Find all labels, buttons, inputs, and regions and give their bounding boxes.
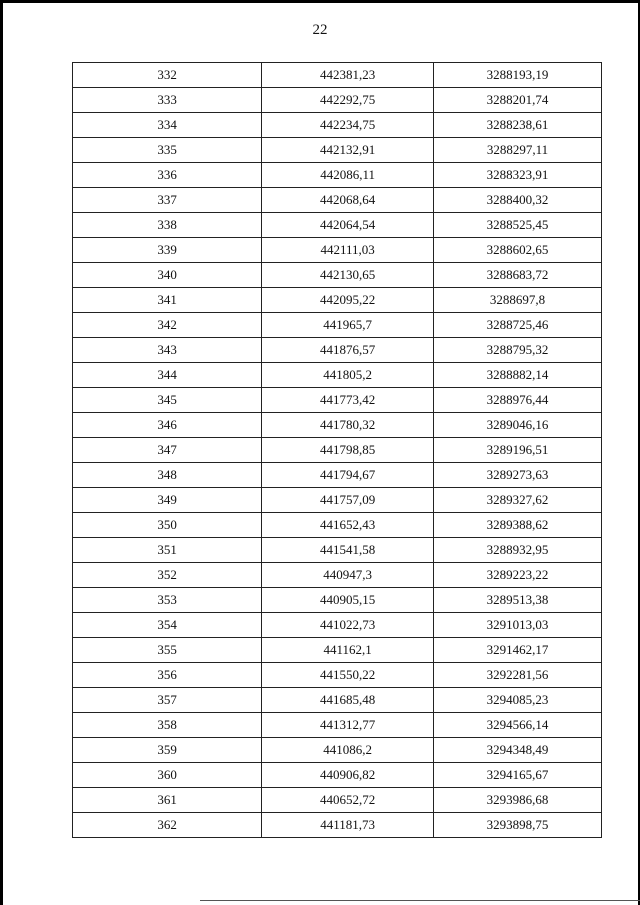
y-coordinate-cell: 3288795,32 <box>434 338 602 363</box>
table-row <box>73 488 602 513</box>
point-number-cell: 336 <box>73 163 262 188</box>
table-row <box>73 238 602 263</box>
page-number: 22 <box>312 22 328 38</box>
x-coordinate-cell: 441805,2 <box>262 363 434 388</box>
point-number-cell: 349 <box>73 488 262 513</box>
x-coordinate-cell: 441181,73 <box>262 813 434 838</box>
point-number-cell: 340 <box>73 263 262 288</box>
point-number-cell: 341 <box>73 288 262 313</box>
x-coordinate-cell: 440652,72 <box>262 788 434 813</box>
point-number-cell: 345 <box>73 388 262 413</box>
y-coordinate-cell: 3292281,56 <box>434 663 602 688</box>
point-number-cell: 351 <box>73 538 262 563</box>
table-row <box>73 138 602 163</box>
table-row <box>73 188 602 213</box>
y-coordinate-cell: 3293986,68 <box>434 788 602 813</box>
x-coordinate-cell: 440906,82 <box>262 763 434 788</box>
y-coordinate-cell: 3289513,38 <box>434 588 602 613</box>
x-coordinate-cell: 441550,22 <box>262 663 434 688</box>
y-coordinate-cell: 3294165,67 <box>434 763 602 788</box>
table-row <box>73 213 602 238</box>
x-coordinate-cell: 441162,1 <box>262 638 434 663</box>
x-coordinate-cell: 442381,23 <box>262 63 434 88</box>
y-coordinate-cell: 3294348,49 <box>434 738 602 763</box>
point-number-cell: 348 <box>73 463 262 488</box>
point-number-cell: 353 <box>73 588 262 613</box>
point-number-cell: 360 <box>73 763 262 788</box>
table-row <box>73 338 602 363</box>
y-coordinate-cell: 3294566,14 <box>434 713 602 738</box>
table-row <box>73 513 602 538</box>
table-row <box>73 263 602 288</box>
table-row <box>73 638 602 663</box>
x-coordinate-cell: 442130,65 <box>262 263 434 288</box>
x-coordinate-cell: 442064,54 <box>262 213 434 238</box>
point-number-cell: 333 <box>73 88 262 113</box>
table-row <box>73 288 602 313</box>
table-row <box>73 438 602 463</box>
y-coordinate-cell: 3288697,8 <box>434 288 602 313</box>
x-coordinate-cell: 440905,15 <box>262 588 434 613</box>
y-coordinate-cell: 3289273,63 <box>434 463 602 488</box>
y-coordinate-cell: 3289327,62 <box>434 488 602 513</box>
x-coordinate-cell: 442132,91 <box>262 138 434 163</box>
table-row <box>73 688 602 713</box>
x-coordinate-cell: 441086,2 <box>262 738 434 763</box>
y-coordinate-cell: 3288193,19 <box>434 63 602 88</box>
table-row <box>73 88 602 113</box>
point-number-cell: 338 <box>73 213 262 238</box>
page-border-bottom <box>200 900 640 901</box>
point-number-cell: 355 <box>73 638 262 663</box>
x-coordinate-cell: 441798,85 <box>262 438 434 463</box>
x-coordinate-cell: 440947,3 <box>262 563 434 588</box>
y-coordinate-cell: 3288602,65 <box>434 238 602 263</box>
y-coordinate-cell: 3289223,22 <box>434 563 602 588</box>
point-number-cell: 361 <box>73 788 262 813</box>
table-row <box>73 538 602 563</box>
point-number-cell: 356 <box>73 663 262 688</box>
x-coordinate-cell: 442095,22 <box>262 288 434 313</box>
y-coordinate-cell: 3288297,11 <box>434 138 602 163</box>
table-row <box>73 163 602 188</box>
x-coordinate-cell: 441965,7 <box>262 313 434 338</box>
y-coordinate-cell: 3288525,45 <box>434 213 602 238</box>
x-coordinate-cell: 442234,75 <box>262 113 434 138</box>
y-coordinate-cell: 3288683,72 <box>434 263 602 288</box>
y-coordinate-cell: 3288238,61 <box>434 113 602 138</box>
point-number-cell: 354 <box>73 613 262 638</box>
x-coordinate-cell: 441780,32 <box>262 413 434 438</box>
point-number-cell: 362 <box>73 813 262 838</box>
y-coordinate-cell: 3288725,46 <box>434 313 602 338</box>
point-number-cell: 357 <box>73 688 262 713</box>
point-number-cell: 359 <box>73 738 262 763</box>
point-number-cell: 332 <box>73 63 262 88</box>
x-coordinate-cell: 441757,09 <box>262 488 434 513</box>
y-coordinate-cell: 3291462,17 <box>434 638 602 663</box>
table-row <box>73 113 602 138</box>
y-coordinate-cell: 3288400,32 <box>434 188 602 213</box>
table-row <box>73 563 602 588</box>
point-number-cell: 344 <box>73 363 262 388</box>
y-coordinate-cell: 3293898,75 <box>434 813 602 838</box>
point-number-cell: 335 <box>73 138 262 163</box>
point-number-cell: 343 <box>73 338 262 363</box>
point-number-cell: 342 <box>73 313 262 338</box>
point-number-cell: 352 <box>73 563 262 588</box>
x-coordinate-cell: 441685,48 <box>262 688 434 713</box>
table-row <box>73 788 602 813</box>
x-coordinate-cell: 441773,42 <box>262 388 434 413</box>
table-row <box>73 63 602 88</box>
x-coordinate-cell: 442292,75 <box>262 88 434 113</box>
y-coordinate-cell: 3289046,16 <box>434 413 602 438</box>
x-coordinate-cell: 441652,43 <box>262 513 434 538</box>
table-row <box>73 738 602 763</box>
point-number-cell: 334 <box>73 113 262 138</box>
x-coordinate-cell: 441876,57 <box>262 338 434 363</box>
table-row <box>73 588 602 613</box>
point-number-cell: 358 <box>73 713 262 738</box>
table-row <box>73 813 602 838</box>
point-number-cell: 350 <box>73 513 262 538</box>
table-row <box>73 663 602 688</box>
y-coordinate-cell: 3288882,14 <box>434 363 602 388</box>
coordinates-table-body <box>73 63 602 838</box>
table-row <box>73 763 602 788</box>
x-coordinate-cell: 442086,11 <box>262 163 434 188</box>
point-number-cell: 339 <box>73 238 262 263</box>
table-row <box>73 363 602 388</box>
x-coordinate-cell: 441541,58 <box>262 538 434 563</box>
y-coordinate-cell: 3288932,95 <box>434 538 602 563</box>
table-row <box>73 463 602 488</box>
point-number-cell: 347 <box>73 438 262 463</box>
page-border-left <box>0 0 3 905</box>
coordinates-table <box>72 62 602 838</box>
y-coordinate-cell: 3291013,03 <box>434 613 602 638</box>
table-row <box>73 388 602 413</box>
table-row <box>73 313 602 338</box>
y-coordinate-cell: 3288976,44 <box>434 388 602 413</box>
x-coordinate-cell: 441312,77 <box>262 713 434 738</box>
page-border-top <box>0 0 640 3</box>
x-coordinate-cell: 441794,67 <box>262 463 434 488</box>
point-number-cell: 346 <box>73 413 262 438</box>
y-coordinate-cell: 3294085,23 <box>434 688 602 713</box>
table-row <box>73 713 602 738</box>
y-coordinate-cell: 3289196,51 <box>434 438 602 463</box>
y-coordinate-cell: 3288201,74 <box>434 88 602 113</box>
point-number-cell: 337 <box>73 188 262 213</box>
y-coordinate-cell: 3288323,91 <box>434 163 602 188</box>
y-coordinate-cell: 3289388,62 <box>434 513 602 538</box>
table-row <box>73 613 602 638</box>
table-row <box>73 413 602 438</box>
x-coordinate-cell: 442111,03 <box>262 238 434 263</box>
x-coordinate-cell: 442068,64 <box>262 188 434 213</box>
x-coordinate-cell: 441022,73 <box>262 613 434 638</box>
